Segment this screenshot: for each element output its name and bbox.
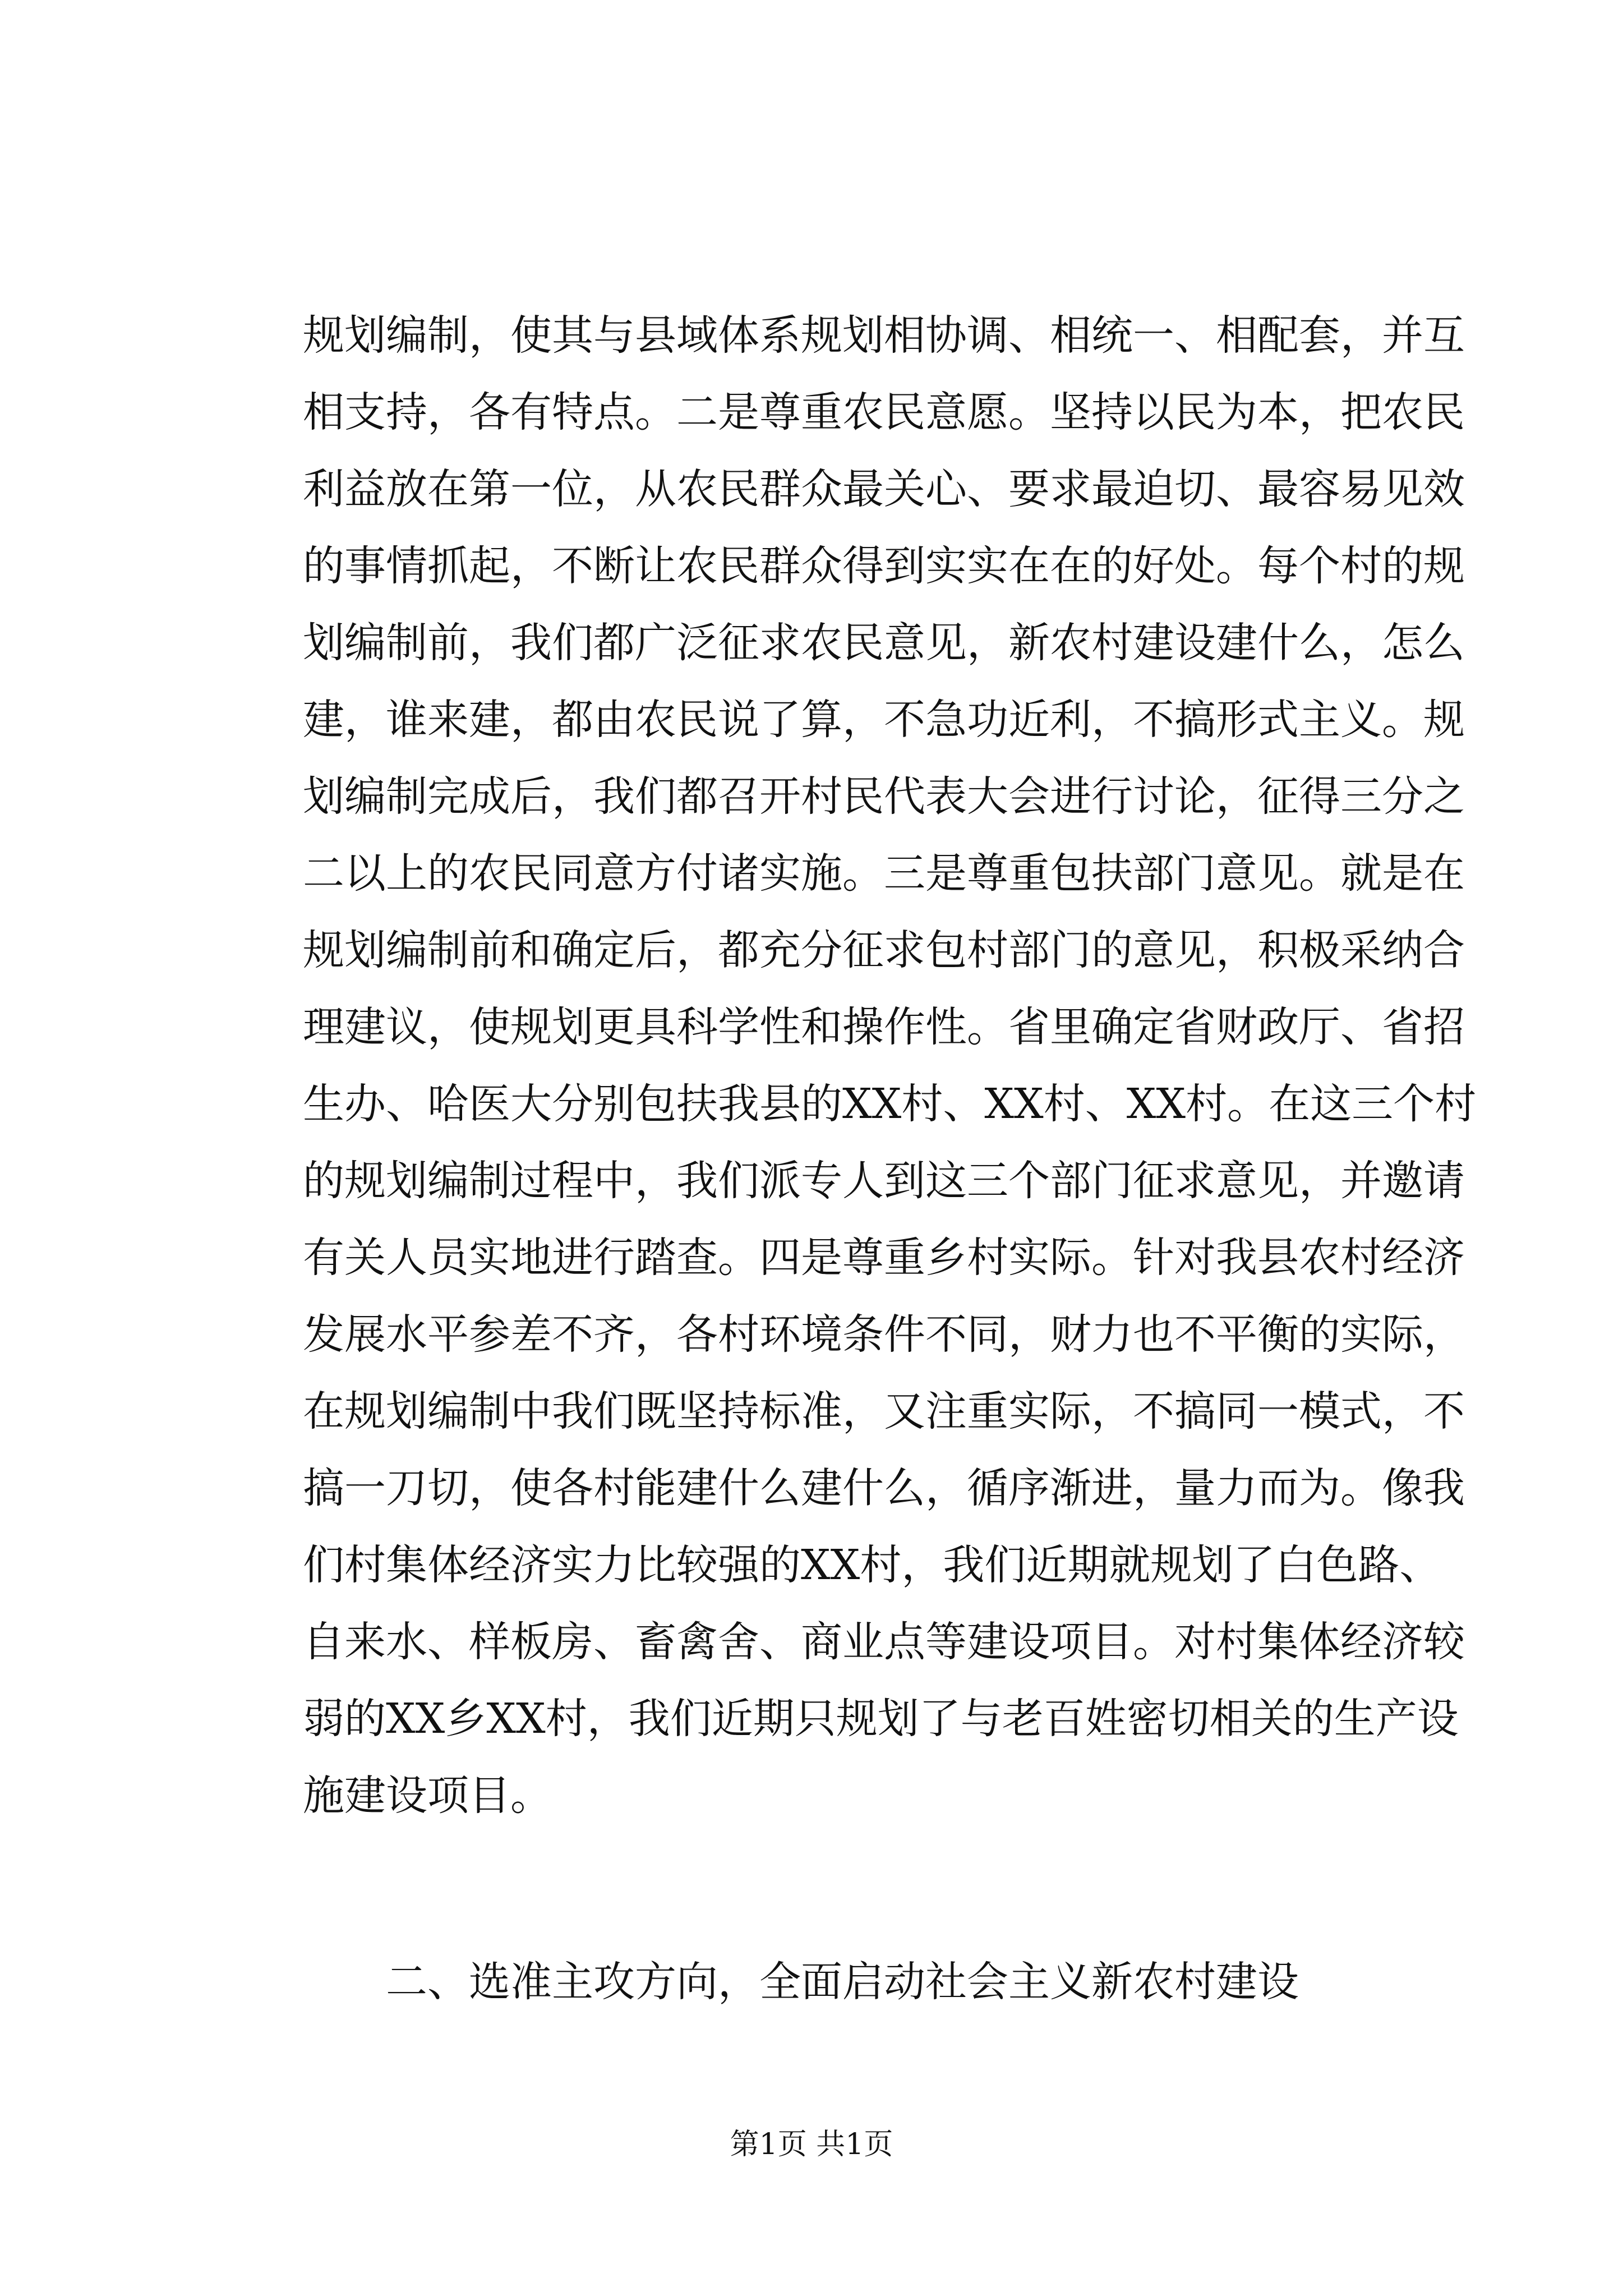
paragraph-line: 发展水平参差不齐，各村环境条件不同，财力也不平衡的实际， [303, 1310, 1465, 1359]
paragraph-line: 建，谁来建，都由农民说了算，不急功近利，不搞形式主义。规 [303, 696, 1465, 744]
paragraph-line: 的规划编制过程中，我们派专人到这三个部门征求意见，并邀请 [303, 1157, 1465, 1205]
paragraph-line: 划编制前，我们都广泛征求农民意见，新农村建设建什么，怎么 [303, 619, 1465, 667]
paragraph-line: 弱的XX乡XX村，我们近期只规划了与老百姓密切相关的生产设 [303, 1695, 1459, 1743]
paragraph-line: 在规划编制中我们既坚持标准，又注重实际，不搞同一模式，不 [303, 1387, 1465, 1435]
paragraph-line: 理建议，使规划更具科学性和操作性。省里确定省财政厅、省招 [303, 1003, 1465, 1051]
section-heading: 二、选准主攻方向，全面启动社会主义新农村建设 [386, 1958, 1299, 2006]
body-paragraph [303, 297, 1477, 1834]
paragraph-line: 相支持，各有特点。二是尊重农民意愿。坚持以民为本，把农民 [303, 388, 1465, 436]
page-footer: 第1页 共1页 [730, 2128, 893, 2161]
paragraph-line: 搞一刀切，使各村能建什么建什么，循序渐进，量力而为。像我 [303, 1464, 1465, 1512]
paragraph-line: 们村集体经济实力比较强的XX村，我们近期就规划了白色路、 [303, 1541, 1441, 1589]
paragraph-line: 生办、哈医大分别包扶我县的XX村、XX村、XX村。在这三个村 [303, 1080, 1477, 1128]
paragraph-line: 施建设项目。 [303, 1772, 552, 1820]
paragraph-line: 的事情抓起，不断让农民群众得到实实在在的好处。每个村的规 [303, 542, 1465, 590]
paragraph-line: 规划编制，使其与县域体系规划相协调、相统一、相配套，并互 [303, 311, 1465, 360]
paragraph-line: 二以上的农民同意方付诸实施。三是尊重包扶部门意见。就是在 [303, 849, 1465, 898]
paragraph-line: 有关人员实地进行踏查。四是尊重乡村实际。针对我县农村经济 [303, 1234, 1465, 1282]
paragraph-line: 自来水、样板房、畜禽舍、商业点等建设项目。对村集体经济较 [303, 1618, 1465, 1666]
paragraph-line: 利益放在第一位，从农民群众最关心、要求最迫切、最容易见效 [303, 465, 1465, 513]
paragraph-line: 划编制完成后，我们都召开村民代表大会进行讨论，征得三分之 [303, 772, 1465, 821]
paragraph-line: 规划编制前和确定后，都充分征求包村部门的意见，积极采纳合 [303, 926, 1465, 974]
